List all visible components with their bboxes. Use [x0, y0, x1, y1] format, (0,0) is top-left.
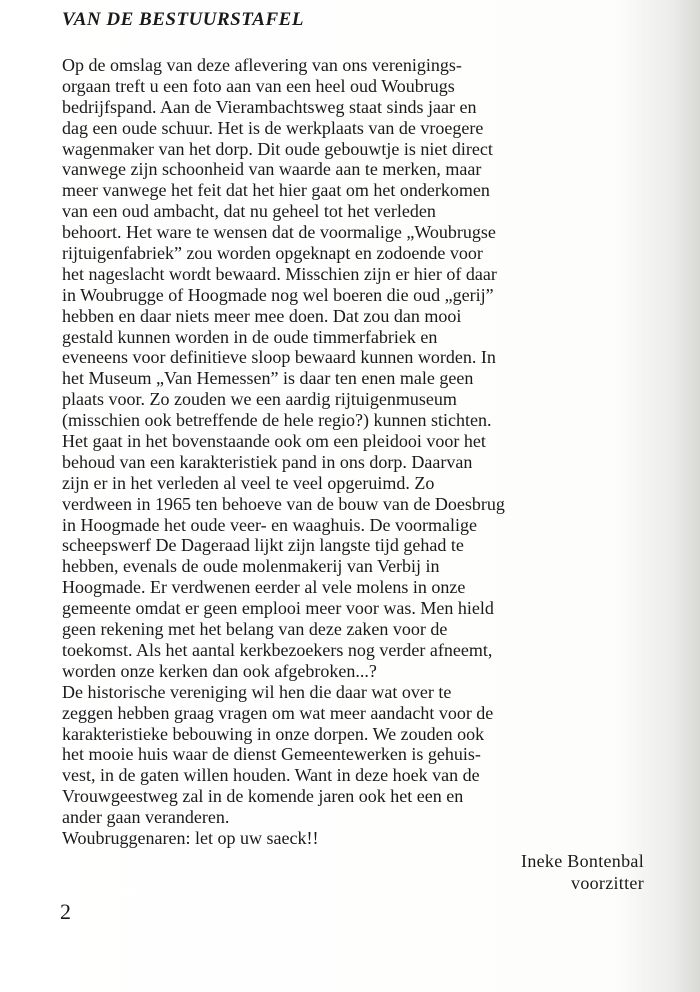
body-line: het nageslacht wordt bewaard. Misschien zijn er hier of daar	[62, 263, 497, 284]
body-line: orgaan treft u een foto aan van een heel oud Woubrugs	[62, 75, 455, 96]
body-line: eveneens voor definitieve sloop bewaard kunnen worden. In	[62, 347, 496, 368]
body-line: in Woubrugge of Hoogmade nog wel boeren die oud „gerij”	[62, 284, 494, 305]
article-body	[62, 55, 644, 849]
body-line: behoud van een karakteristiek pand in ons dorp. Daarvan	[62, 451, 473, 472]
signature-name: Ineke Bontenbal	[521, 851, 644, 871]
body-line: ander gaan veranderen.	[62, 807, 230, 828]
body-line: zijn er in het verleden al veel te veel opgeruimd. Zo	[62, 472, 435, 493]
body-line: in Hoogmade het oude veer- en waaghuis. De voormalige	[62, 514, 478, 535]
body-line: vest, in de gaten willen houden. Want in deze hoek van de	[62, 765, 480, 786]
body-line: Hoogmade. Er verdwenen eerder al vele molens in onze	[62, 577, 466, 598]
body-line: Vrouwgeestweg zal in de komende jaren ook het een en	[62, 786, 464, 807]
article-heading: VAN DE BESTUURSTAFEL	[62, 9, 304, 30]
body-line: geen rekening met het belang van deze zaken voor de	[62, 619, 448, 640]
body-line: van een oud ambacht, dat nu geheel tot het verleden	[62, 201, 436, 222]
body-line: bedrijfspand. Aan de Vierambachtsweg staat sinds jaar en	[62, 96, 477, 117]
body-line: karakteristieke bebouwing in onze dorpen. We zouden ook	[62, 723, 485, 744]
body-line: plaats voor. Zo zouden we een aardig rijtuigenmuseum	[62, 389, 457, 410]
body-line: zeggen hebben graag vragen om wat meer aandacht voor de	[62, 702, 494, 723]
signature-role: voorzitter	[571, 873, 644, 893]
body-line: meer vanwege het feit dat het hier gaat om het onderkomen	[62, 180, 490, 201]
body-line: het Museum „Van Hemessen” is daar ten enen male geen	[62, 368, 474, 389]
body-line: hebben en daar niets meer mee doen. Dat zou dan mooi	[62, 305, 462, 326]
body-line: dag een oude schuur. Het is de werkplaats van de vroegere	[62, 117, 484, 138]
body-line: Op de omslag van deze aflevering van ons verenigings-	[62, 55, 462, 75]
body-line: Het gaat in het bovenstaande ook om een pleidooi voor het	[62, 431, 486, 452]
page-number: 2	[60, 899, 71, 924]
body-line: vanwege zijn schoonheid van waarde aan te merken, maar	[62, 159, 482, 180]
body-line: wagenmaker van het dorp. Dit oude gebouwtje is niet direct	[62, 138, 493, 159]
body-line: toekomst. Als het aantal kerkbezoekers nog verder afneemt,	[62, 639, 493, 660]
body-line: verdween in 1965 ten behoeve van de bouw van de Doesbrug	[62, 493, 505, 514]
body-line: De historische vereniging wil hen die daar wat over te	[62, 681, 452, 702]
body-line: het mooie huis waar de dienst Gemeentewerken is gehuis-	[62, 744, 481, 765]
body-line: Woubruggenaren: let op uw saeck!!	[62, 827, 319, 848]
body-line: behoort. Het ware te wensen dat de voormalige „Woubrugse	[62, 222, 496, 243]
body-line: gemeente omdat er geen emplooi meer voor was. Men hield	[62, 598, 494, 619]
body-line: (misschien ook betreffende de hele regio?) kunnen stichten.	[62, 410, 492, 431]
body-line: rijtuigenfabriek” zou worden opgeknapt en zodoende voor	[62, 243, 483, 264]
body-line: scheepswerf De Dageraad lijkt zijn langste tijd gehad te	[62, 535, 464, 556]
body-line: worden onze kerken dan ook afgebroken...?	[62, 660, 377, 681]
body-line: hebben, evenals de oude molenmakerij van Verbij in	[62, 556, 440, 577]
body-line: gestald kunnen worden in de oude timmerfabriek en	[62, 326, 438, 347]
signature-block	[521, 850, 644, 894]
